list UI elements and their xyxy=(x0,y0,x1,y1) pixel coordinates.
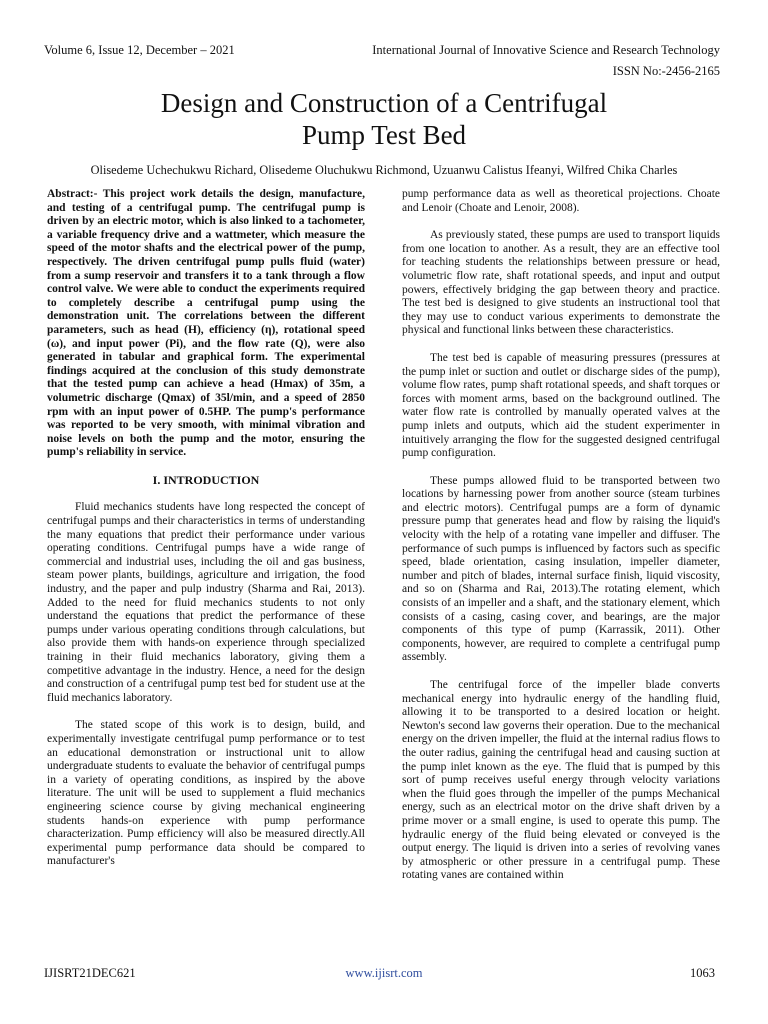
volume-issue: Volume 6, Issue 12, December – 2021 xyxy=(44,43,235,57)
issn: ISSN No:-2456-2165 xyxy=(612,64,720,78)
article-code: IJISRT21DEC621 xyxy=(44,966,136,980)
paragraph: The stated scope of this work is to design, build, and experimentally investigate centrifugal pump performance or to test an educational demonstration or instructional unit to allow undergraduate students to evaluate the behavior of centrifugal pumps in a variety of operating conditions, as inspired by the above literature. The unit will be used to supplement a fluid mechanics engineering science course by giving mechanical engineering students hands-on experience with pump performance characterization. Pump efficiency will also be measured directly.All experimental pump performance data should be compared to manufacturer's xyxy=(47,719,365,868)
paper-title xyxy=(0,87,768,151)
right-column xyxy=(402,188,720,897)
paragraph: As previously stated, these pumps are used to transport liquids from one location to another. As a result, they are an effective tool for teaching students the relationships between pressure or head, volumetric flow rate, shaft rotational speeds, and input and output powers, effectively bridging the gap between theory and practice. The test bed is designed to give students an instructional tool that they may use to conduct various experiments to demonstrate the physical and functional links between these characteristics. xyxy=(402,229,720,337)
paragraph: These pumps allowed fluid to be transported between two locations by harnessing power from another source (steam turbines and electric motors). Centrifugal pumps are a form of dynamic pressure pump that generates head and flow by raising the liquid's velocity with the help of a rotating vane impeller and diffuser. The performance of such pumps is influenced by factors such as specific speed, blade orientation, casing insulation, impeller diameter, number and pitch of blades, internal surface finish, liquid viscosity, and so on (Sharma and Rai, 2013).The rotating element, which consists of an impeller and a shaft, and the stationary element, which consists of a casing, casing cover, and bearings, are the major components of this type of pump (Karrassik, 2011). Other components, however, are required to complete a centrifugal pump assembly. xyxy=(402,474,720,664)
journal-name: International Journal of Innovative Science and Research Technology xyxy=(372,43,720,57)
page-number: 1063 xyxy=(690,966,715,980)
paragraph: Fluid mechanics students have long respected the concept of centrifugal pumps and their characteristics in terms of understanding the many equations that predict their performance under various operating conditions. Centrifugal pumps have a wide range of commercial and industrial uses, including the oil and gas business, steam power plants, buildings, agriculture and irrigation, the food industry, and the paper and pulp industry (Sharma and Rai, 2013). Added to the need for fluid mechanics students to not only understand the equations that predict the performance of these pumps under various operating conditions through calculations, but also provide them with hands-on experience through specialized training in their fluid mechanics laboratory, giving them a competitive advantage in the industry. Hence, a need for the design and construction of a centrifugal pump test bed for student use at the fluid mechanics laboratory. xyxy=(47,501,365,704)
paragraph: The centrifugal force of the impeller blade converts mechanical energy into hydraulic energy of the handling fluid, allowing it to be transported to a desired location or height. Newton's second law governs their operation. Due to the mechanical energy on the driven impeller, the fluid at the internal radius flows to the outer radius, gaining the centrifugal head and causing suction at the pump inlet known as the eye. The fluid that is pumped by this sort of pump receives useful energy through velocity variations when the fluid goes through the impeller of the pumps Mechanical energy, such as an electrical motor on the drive shaft driven by a prime mover or a small engine, is used to operate this pump. The hydraulic energy of the fluid being elevated or conveyed is the output energy. The liquid is driven into a series of revolving vanes by atmospheric or other pressure in a centrifugal pump. These rotating vanes are contained within xyxy=(402,679,720,882)
paragraph: pump performance data as well as theoretical projections. Choate and Lenoir (Choate and Lenoir, 2008). xyxy=(402,188,720,214)
title-line-2: Pump Test Bed xyxy=(301,120,467,150)
website-link[interactable]: www.ijisrt.com xyxy=(345,966,423,980)
paragraph: The test bed is capable of measuring pressures (pressures at the pump inlet or suction and outlet or discharge sides of the pump), volume flow rates, pump shaft rotational speeds, and shaft torques or forces with moment arms, based on the background outlined. The water flow rate is controlled by manually operated valves at the pump inlets and outputs, which aid the student experimenter in intuitively arranging the flow for the suggested designed centrifugal pump configuration. xyxy=(402,351,720,460)
section-heading-introduction: I. INTRODUCTION xyxy=(152,472,260,487)
authors: Olisedeme Uchechukwu Richard, Olisedeme Oluchukwu Richmond, Uzuanwu Calistus Ifeanyi, Wilfred Chika Charles xyxy=(90,163,678,177)
title-line-1: Design and Construction of a Centrifugal xyxy=(160,88,608,118)
abstract: Abstract:- This project work details the design, manufacture, and testing of a centrifugal pump. The centrifugal pump is driven by an electric motor, which is also linked to a tachometer, a variable frequency drive and a wattmeter, which measure the speed of the motor shafts and the electrical power of the pump, respectively. The driven centrifugal pump pulls fluid (water) from a sump reservoir and transfers it to a tank through a flow control valve. We were able to conduct the experiments required to completely describe a centrifugal pump using the demonstration unit. The correlations between the different parameters, such as head (H), efficiency (η), rotational speed (ω), and input power (Pi), and the flow rate (Q), were also generated in tabular and graphical form. The experimental findings acquired at the conclusion of this study demonstrate that the tested pump can achieve a head (Hmax) of 35m, a volumetric discharge (Qmax) of 35l/min, and a speed of 2850 rpm with an input power of 0.5HP. The pump's performance was reported to be very smooth, with minimal vibration and noise levels on both the pump and the motor, ensuring the pump's reliability in service. xyxy=(47,188,365,459)
left-column xyxy=(47,188,365,883)
